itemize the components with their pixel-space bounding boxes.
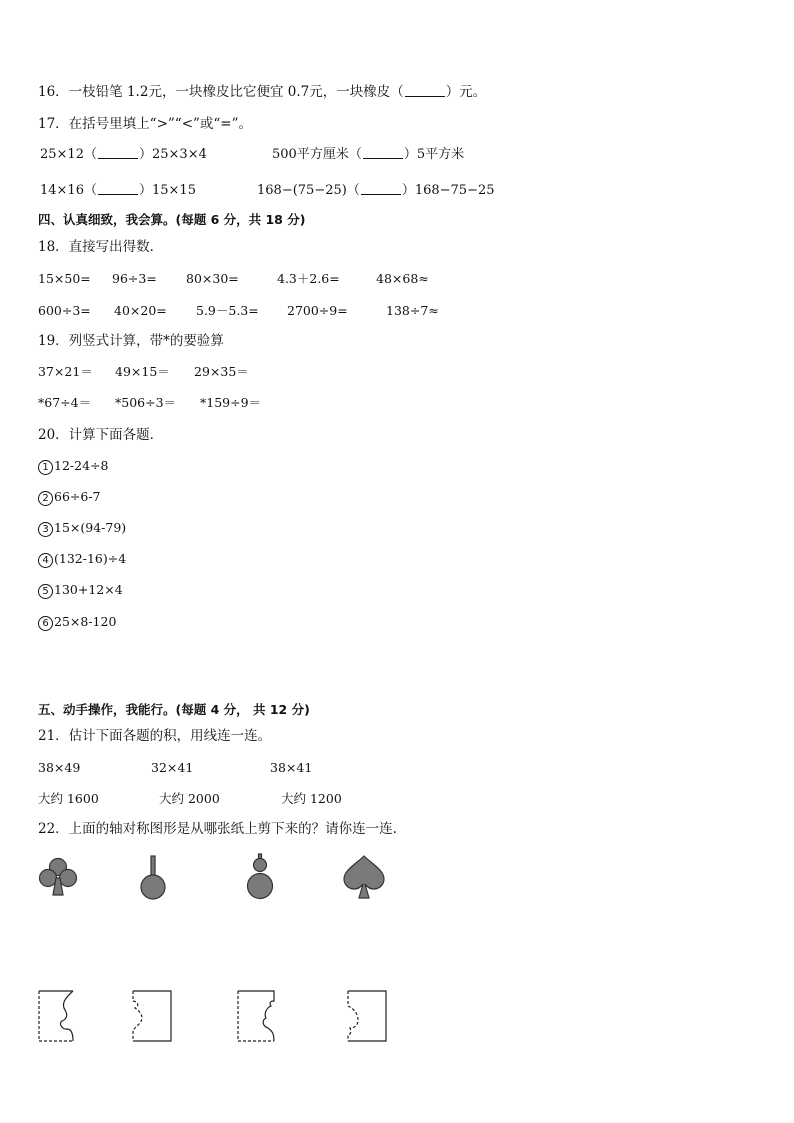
calc-item: 1 12-24÷8 — [38, 458, 108, 475]
compare-blank[interactable] — [361, 183, 401, 195]
compare-item: 168−(75−25)（ ）168−75−25 — [257, 183, 495, 198]
mental-math-item: 600÷3= — [38, 303, 91, 318]
mental-math-item: 5.9－5.3= — [196, 303, 259, 318]
club-icon[interactable] — [37, 856, 79, 898]
question-21-title: 21．估计下面各题的积，用线连一连。 — [38, 728, 272, 744]
question-18-title: 18．直接写出得数． — [38, 239, 164, 255]
compare-item: 25×12（ ）25×3×4 — [40, 147, 207, 162]
estimate-item[interactable]: 大约 2000 — [159, 791, 220, 806]
folded-paper-3[interactable] — [236, 988, 278, 1044]
product-item[interactable]: 38×49 — [38, 760, 81, 775]
calc-item: 4 (132-16)÷4 — [38, 551, 126, 568]
mental-math-item: 2700÷9= — [287, 303, 348, 318]
folded-paper-4[interactable] — [346, 988, 388, 1044]
vertical-calc-item: 29×35＝ — [194, 364, 249, 379]
question-17-title: 17．在括号里填上“>”“<”或“=”。 — [38, 116, 253, 132]
compare-blank[interactable] — [98, 183, 138, 195]
calc-item: 3 15×(94-79) — [38, 520, 126, 537]
gourd-icon[interactable] — [243, 853, 277, 901]
product-item[interactable]: 32×41 — [151, 760, 194, 775]
mental-math-item: 40×20= — [114, 303, 167, 318]
section-4-heading: 四、认真细致，我会算。(每题 6 分，共 18 分) — [38, 212, 306, 227]
compare-blank[interactable] — [363, 147, 403, 159]
mental-math-item: 15×50= — [38, 271, 91, 286]
estimate-item[interactable]: 大约 1600 — [38, 791, 99, 806]
vertical-calc-item: 37×21＝ — [38, 364, 93, 379]
vertical-calc-item: *159÷9＝ — [200, 395, 262, 410]
folded-paper-2[interactable] — [131, 988, 173, 1044]
answer-blank[interactable] — [405, 85, 445, 97]
calc-item: 2 66÷6-7 — [38, 489, 101, 506]
section-5-heading: 五、动手操作，我能行。(每题 4 分， 共 12 分) — [38, 702, 310, 717]
product-item[interactable]: 38×41 — [270, 760, 313, 775]
mental-math-item: 138÷7≈ — [386, 303, 439, 318]
vertical-calc-item: 49×15＝ — [115, 364, 170, 379]
calc-item: 5 130+12×4 — [38, 582, 123, 599]
question-22-title: 22．上面的轴对称图形是从哪张纸上剪下来的？请你连一连. — [38, 821, 397, 837]
vertical-calc-item: *67÷4＝ — [38, 395, 92, 410]
question-16: 16．一枝铅笔 1.2元，一块橡皮比它便宜 0.7元，一块橡皮（ ）元。 — [38, 84, 487, 100]
question-19-title: 19．列竖式计算，带*的要验算 — [38, 333, 224, 349]
mental-math-item: 4.3＋2.6= — [277, 271, 340, 286]
mental-math-item: 80×30= — [186, 271, 239, 286]
calc-item: 6 25×8-120 — [38, 614, 116, 631]
vertical-calc-item: *506÷3＝ — [115, 395, 177, 410]
mental-math-item: 96÷3= — [112, 271, 157, 286]
compare-blank[interactable] — [98, 147, 138, 159]
compare-item: 14×16（ ）15×15 — [40, 183, 196, 198]
ladle-icon[interactable] — [138, 855, 168, 901]
question-20-title: 20．计算下面各题． — [38, 427, 164, 443]
estimate-item[interactable]: 大约 1200 — [281, 791, 342, 806]
compare-item: 500平方厘米（ ）5平方米 — [272, 147, 465, 162]
folded-paper-1[interactable] — [37, 988, 79, 1044]
spade-icon[interactable] — [342, 854, 386, 900]
mental-math-item: 48×68≈ — [376, 271, 429, 286]
